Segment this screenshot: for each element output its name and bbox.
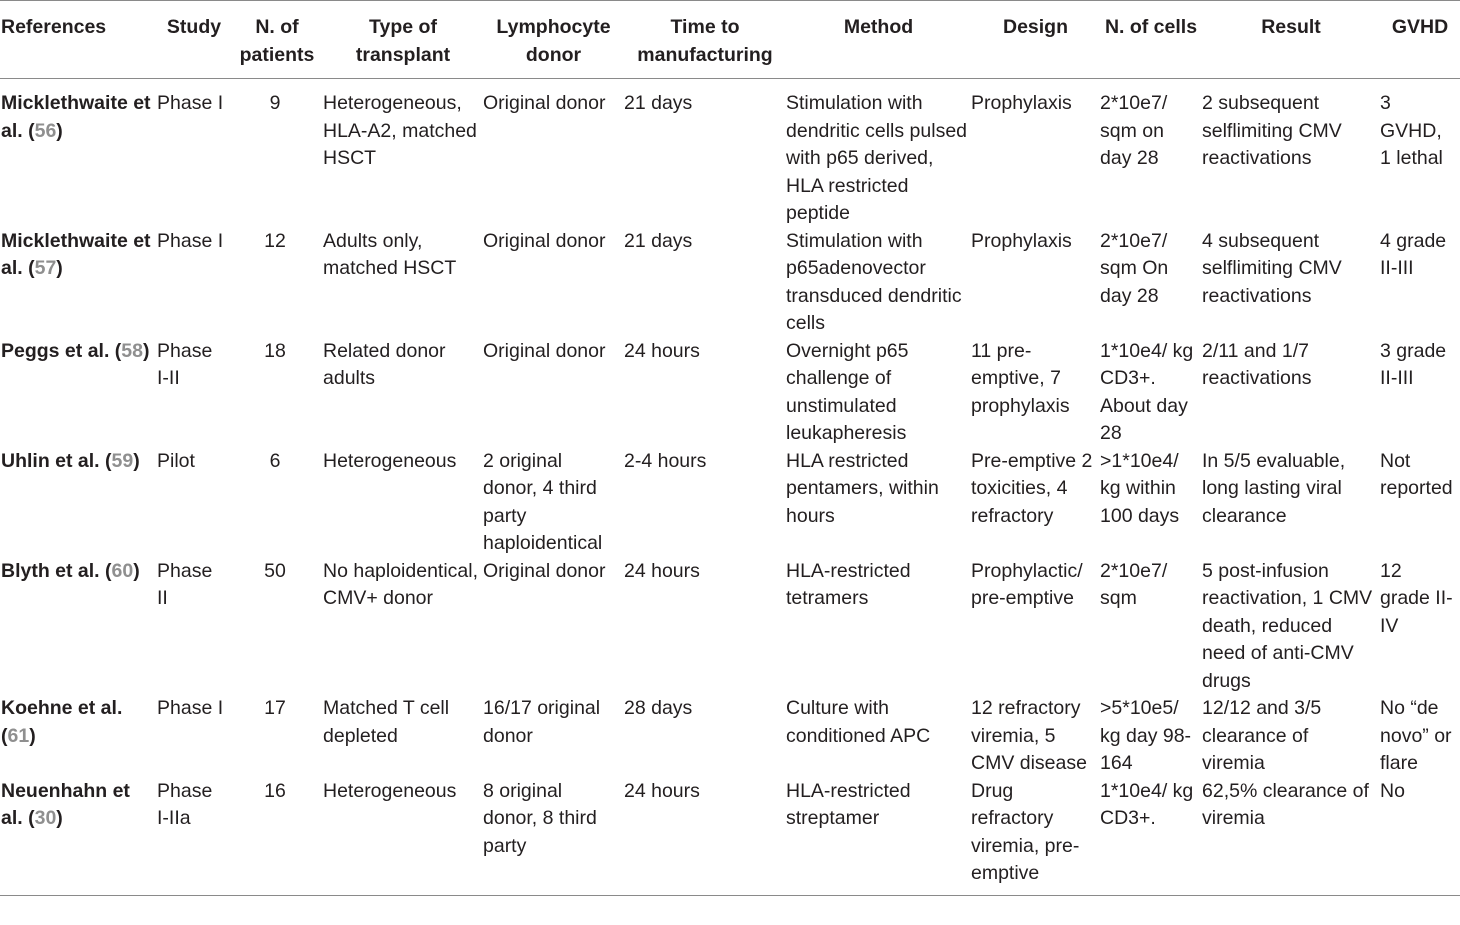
- table-cell: Heterogeneous: [323, 449, 457, 472]
- table-row: [0, 338, 1460, 448]
- table-cell: No: [1380, 778, 1460, 896]
- table-row: [0, 695, 1460, 778]
- reference-cell: [0, 228, 157, 338]
- table-cell: Original donor: [483, 229, 606, 252]
- table-row: [0, 448, 1460, 558]
- table-cell: 6: [269, 449, 281, 472]
- table-cell: 21 days: [624, 229, 693, 252]
- citation-link[interactable]: 59: [111, 449, 134, 472]
- table-cell: 12 grade II-IV: [1380, 559, 1453, 637]
- table-cell: Original donor: [483, 559, 606, 582]
- table-cell: HLA-restricted tetramers: [786, 559, 911, 609]
- citation-link[interactable]: 57: [34, 257, 57, 279]
- table-row: [0, 778, 1460, 896]
- column-header: Type of transplant: [323, 1, 483, 79]
- table-cell: Culture with conditioned APC: [786, 697, 931, 747]
- table-cell: Overnight p65 challenge of unstimulated leukapheresis: [786, 339, 909, 444]
- reference-cell: [0, 558, 157, 696]
- reference-close: ): [56, 807, 63, 829]
- table-cell: Prophylaxis: [971, 92, 1072, 114]
- table-cell: 12 refractory viremia, 5 CMV disease: [971, 697, 1087, 774]
- column-header: References: [0, 1, 157, 79]
- table-cell: 12: [264, 229, 286, 252]
- table-cell: 24 hours: [624, 339, 700, 362]
- table-cell: No haploidentical, CMV+ donor: [323, 559, 479, 609]
- reference-authors: Micklethwaite et al. (: [1, 229, 151, 279]
- table-cell: Phase I: [157, 92, 224, 114]
- reference-close: ): [56, 119, 63, 142]
- reference-authors: Uhlin et al. (: [1, 449, 112, 472]
- reference-close: ): [133, 559, 140, 582]
- table-cell: 12/12 and 3/5 clearance of viremia: [1202, 697, 1322, 774]
- reference-cell: [0, 338, 157, 448]
- table-cell: 3 grade II-III: [1380, 339, 1447, 389]
- table-cell: 2-4 hours: [624, 449, 707, 472]
- citation-link[interactable]: 30: [34, 807, 57, 829]
- table-cell: Matched T cell depleted: [323, 697, 450, 747]
- table-cell: 3 GVHD, 1 lethal: [1380, 92, 1443, 169]
- column-header: Design: [971, 1, 1100, 79]
- table-cell: Heterogeneous: [323, 778, 483, 896]
- reference-authors: Micklethwaite et al. (: [1, 92, 151, 142]
- table-cell: Pre-emptive 2 toxicities, 4 refractory: [971, 449, 1093, 527]
- column-header: N. of cells: [1100, 1, 1202, 79]
- reference-authors: Blyth et al. (: [1, 559, 112, 582]
- reference-cell: [0, 778, 157, 896]
- column-header: N. of patients: [231, 1, 323, 79]
- table-cell: In 5/5 evaluable, long lasting viral clearance: [1202, 449, 1346, 527]
- table-cell: HLA restricted pentamers, within hours: [786, 449, 939, 527]
- table-cell: 1*10e4/ kg CD3+.: [1100, 778, 1202, 896]
- table-cell: 9: [269, 92, 281, 114]
- table-cell: 2*10e7/ sqm: [1100, 559, 1168, 609]
- citation-link[interactable]: 61: [7, 724, 30, 747]
- table-row: [0, 228, 1460, 338]
- table-cell: 16/17 original donor: [483, 697, 601, 747]
- table-cell: Prophylaxis: [971, 229, 1072, 252]
- table-cell: Phase I: [157, 229, 224, 252]
- table-cell: Related donor adults: [323, 339, 446, 389]
- citation-link[interactable]: 56: [34, 119, 57, 142]
- citation-link[interactable]: 58: [121, 339, 143, 362]
- table-cell: Pilot: [157, 449, 195, 472]
- table-cell: Drug refractory viremia, pre-emptive: [971, 778, 1100, 896]
- reference-authors: Neuenhahn et al. (: [1, 779, 130, 829]
- column-header: Method: [786, 1, 971, 79]
- table-cell: 2*10e7/ sqm on day 28: [1100, 92, 1168, 169]
- table-cell: 4 subsequent selflimiting CMV reactivations: [1202, 229, 1342, 307]
- table-cell: 24 hours: [624, 778, 786, 896]
- table-cell: 16: [231, 778, 323, 896]
- table-cell: Phase I: [157, 697, 224, 719]
- table-body: [0, 79, 1460, 896]
- table-cell: Not reported: [1380, 449, 1453, 499]
- table-cell: 50: [264, 559, 286, 582]
- table-cell: Phase I-II: [157, 339, 213, 389]
- table-cell: HLA-restricted streptamer: [786, 778, 971, 896]
- reference-cell: [0, 448, 157, 558]
- reference-close: ): [29, 724, 36, 747]
- table-cell: Heterogeneous, HLA-A2, matched HSCT: [323, 92, 477, 169]
- table-cell: 2/11 and 1/7 reactivations: [1202, 339, 1312, 389]
- table-cell: 2 subsequent selflimiting CMV reactivations: [1202, 92, 1342, 169]
- table-cell: Adults only, matched HSCT: [323, 229, 457, 279]
- table-cell: >5*10e5/ kg day 98-164: [1100, 697, 1192, 774]
- reference-cell: [0, 79, 157, 228]
- table-cell: 11 pre-emptive, 7 prophylaxis: [971, 339, 1070, 417]
- column-header: GVHD: [1380, 1, 1460, 79]
- reference-cell: [0, 695, 157, 778]
- table-cell: Original donor: [483, 339, 606, 362]
- reference-close: ): [56, 257, 63, 279]
- table-cell: 2 original donor, 4 third party haploidentical: [483, 449, 603, 554]
- table-cell: Stimulation with p65adenovector transduced dendritic cells: [786, 229, 962, 334]
- table-cell: Phase I-IIa: [157, 778, 231, 896]
- table-cell: 18: [264, 339, 286, 362]
- column-header: Result: [1202, 1, 1380, 79]
- table-cell: Prophylactic/ pre-emptive: [971, 559, 1083, 609]
- column-header: Study: [157, 1, 231, 79]
- table-row: [0, 79, 1460, 228]
- table-row: [0, 558, 1460, 696]
- table-cell: Phase II: [157, 559, 213, 609]
- table-cell: No “de novo” or flare: [1380, 697, 1452, 774]
- reference-close: ): [143, 339, 150, 362]
- table-cell: Original donor: [483, 92, 606, 114]
- column-header: Time to manufacturing: [624, 1, 786, 79]
- table-cell: >1*10e4/ kg within 100 days: [1100, 449, 1180, 527]
- table-cell: 8 original donor, 8 third party: [483, 778, 624, 896]
- table-cell: 17: [264, 697, 286, 719]
- table-cell: 62,5% clearance of viremia: [1202, 778, 1380, 896]
- citation-link[interactable]: 60: [111, 559, 134, 582]
- column-header: Lymphocyte donor: [483, 1, 624, 79]
- reference-authors: Peggs et al. (: [1, 339, 122, 362]
- reference-close: ): [133, 449, 140, 472]
- table-cell: 21 days: [624, 92, 693, 114]
- table-cell: 24 hours: [624, 559, 700, 582]
- table-cell: Stimulation with dendritic cells pulsed with p65 derived, HLA restricted peptide: [786, 92, 968, 224]
- table-cell: 1*10e4/ kg CD3+. About day 28: [1100, 339, 1194, 444]
- table-cell: 5 post-infusion reactivation, 1 CMV death, reduced need of anti-CMV drugs: [1202, 559, 1373, 692]
- table-cell: 28 days: [624, 697, 693, 719]
- reference-authors: Koehne et al. (: [1, 697, 123, 747]
- table-cell: 4 grade II-III: [1380, 229, 1447, 279]
- header-row: [0, 1, 1460, 79]
- table-cell: 2*10e7/ sqm On day 28: [1100, 229, 1169, 307]
